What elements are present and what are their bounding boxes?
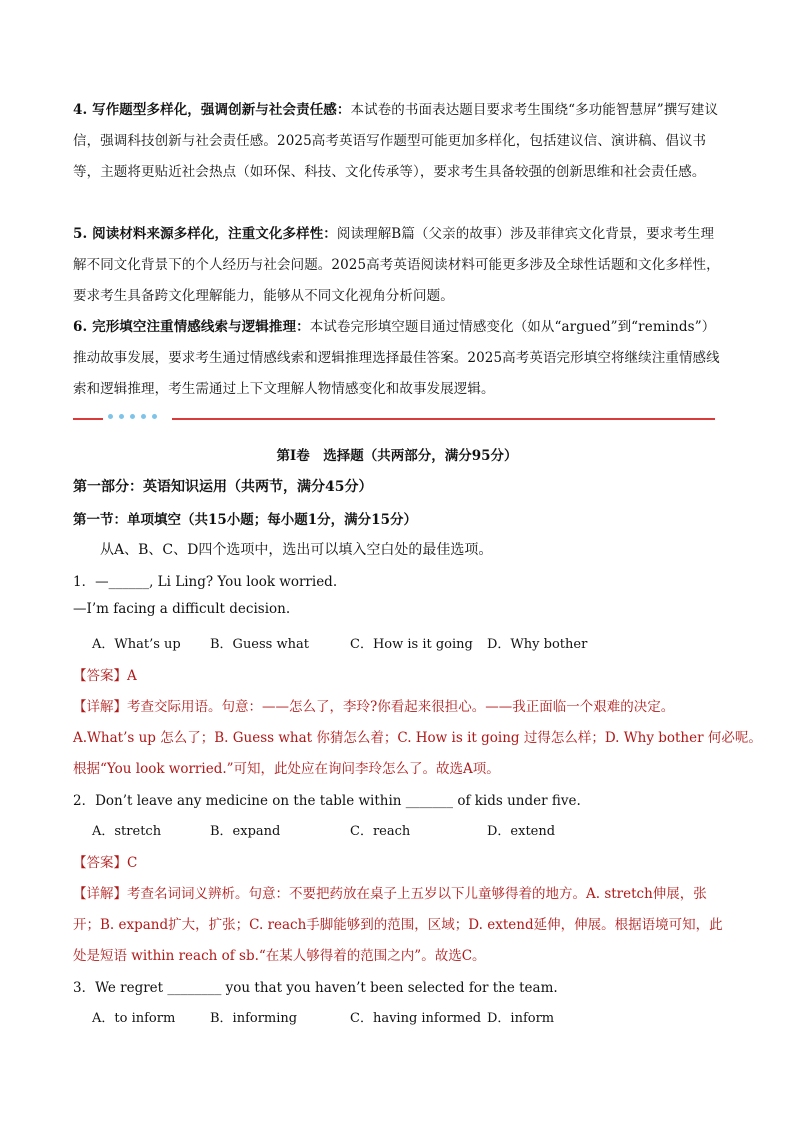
- point-4-body: 本试卷的书面表达题目要求考生围绕“多功能智慧屏”撰写建议信，强调科技创新与社会责任感。2025高考英语写作题型可能更加多样化，包括建议信、演讲稿、倡议书等，主题将更贴近社会热点（如环保、科技、文化传承等），要求考生具备较强的创新思维和社会责任感。: [73, 102, 719, 180]
- point-5-title: 5. 阅读材料来源多样化，注重文化多样性：: [73, 226, 337, 242]
- q3-option-a: A．to inform: [92, 1011, 176, 1026]
- q2-option-b: B．expand: [210, 824, 281, 839]
- divider-dot: [130, 414, 135, 419]
- q1-stem: 1．—______, Li Ling? You look worried.: [73, 574, 338, 590]
- q1-option-b: B．Guess what: [210, 637, 309, 652]
- q1-option-a: A．What’s up: [92, 637, 181, 652]
- q2-answer: [73, 851, 137, 871]
- q1-option-d: D．Why bother: [487, 637, 588, 652]
- q1-answer: [73, 664, 137, 684]
- q1-stem-reply: —I’m facing a difficult decision.: [73, 601, 291, 617]
- detail-tag: 【详解】: [73, 699, 127, 715]
- q2-option-a: A．stretch: [92, 824, 162, 839]
- detail-tag: 【详解】: [73, 886, 127, 902]
- divider-left-segment: [73, 418, 103, 420]
- q2-option-c: C．reach: [350, 824, 411, 839]
- q3-option-d: D．inform: [487, 1011, 555, 1026]
- point-4: [73, 95, 723, 188]
- q3-option-b: B．informing: [210, 1011, 298, 1026]
- answer-value: A: [127, 668, 137, 684]
- answer-value: C: [127, 855, 138, 871]
- section-title: 第Ⅰ卷 选择题（共两部分，满分95分）: [276, 448, 518, 464]
- point-6-body: 本试卷完形填空题目通过情感变化（如从“argued”到“reminds”）推动故事发展，要求考生通过情感线索和逻辑推理选择最佳答案。2025高考英语完形填空将继续注重情感线索和逻辑推理，考生需通过上下文理解人物情感变化和故事发展逻辑。: [73, 319, 720, 397]
- point-6: [73, 312, 723, 405]
- answer-tag: 【答案】: [73, 668, 127, 684]
- q2-detail-text-1: 考查名词词义辨析。句意：不要把药放在桌子上五岁以下儿童够得着的地方。A. stretch伸展，张: [127, 886, 707, 902]
- divider-dot: [141, 414, 146, 419]
- q1-detail-2: A.What’s up 怎么了；B. Guess what 你猜怎么着；C. How is it going 过得怎么样；D. Why bother 何必呢。: [73, 730, 762, 746]
- q1-detail-3: 根据“You look worried.”可知，此处应在询问李玲怎么了。故选A项。: [73, 761, 500, 777]
- point-4-title: 4. 写作题型多样化，强调创新与社会责任感：: [73, 102, 351, 118]
- divider-dots: [108, 414, 157, 419]
- part-title: 第一部分：英语知识运用（共两节，满分45分）: [73, 479, 373, 495]
- q2-detail-2: 开；B. expand扩大，扩张；C. reach手脚能够到的范围，区域；D. extend延伸，伸展。根据语境可知，此: [73, 917, 723, 933]
- q1-detail-text-1: 考查交际用语。句意：——怎么了，李玲?你看起来很担心。——我正面临一个艰难的决定。: [127, 699, 675, 715]
- q2-stem: 2．Don’t leave any medicine on the table within _______ of kids under five.: [73, 793, 581, 809]
- q1-detail-1: [73, 695, 674, 715]
- q2-option-d: D．extend: [487, 824, 556, 839]
- divider-dot: [152, 414, 157, 419]
- instruction: 从A、B、C、D四个选项中，选出可以填入空白处的最佳选项。: [100, 542, 493, 558]
- q2-detail-3: 处是短语 within reach of sb.“在某人够得着的范围之内”。故选C。: [73, 948, 486, 964]
- point-5-body: 阅读理解B篇（父亲的故事）涉及菲律宾文化背景，要求考生理解不同文化背景下的个人经历与社会问题。2025高考英语阅读材料可能更多涉及全球性话题和文化多样性，要求考生具备跨文化理解能力，能够从不同文化视角分析问题。: [73, 226, 720, 304]
- q1-option-c: C．How is it going: [350, 637, 473, 652]
- q3-stem: 3．We regret ________ you that you haven’t been selected for the team.: [73, 980, 558, 996]
- divider-dot: [108, 414, 113, 419]
- point-5: [73, 219, 723, 312]
- divider-dot: [119, 414, 124, 419]
- subsection-title: 第一节：单项填空（共15小题；每小题1分，满分15分）: [73, 512, 417, 528]
- answer-tag: 【答案】: [73, 855, 127, 871]
- q3-option-c: C．having informed: [350, 1011, 482, 1026]
- divider-right-line: [172, 418, 715, 420]
- q2-detail-1: [73, 882, 707, 902]
- point-6-title: 6. 完形填空注重情感线索与逻辑推理：: [73, 319, 310, 335]
